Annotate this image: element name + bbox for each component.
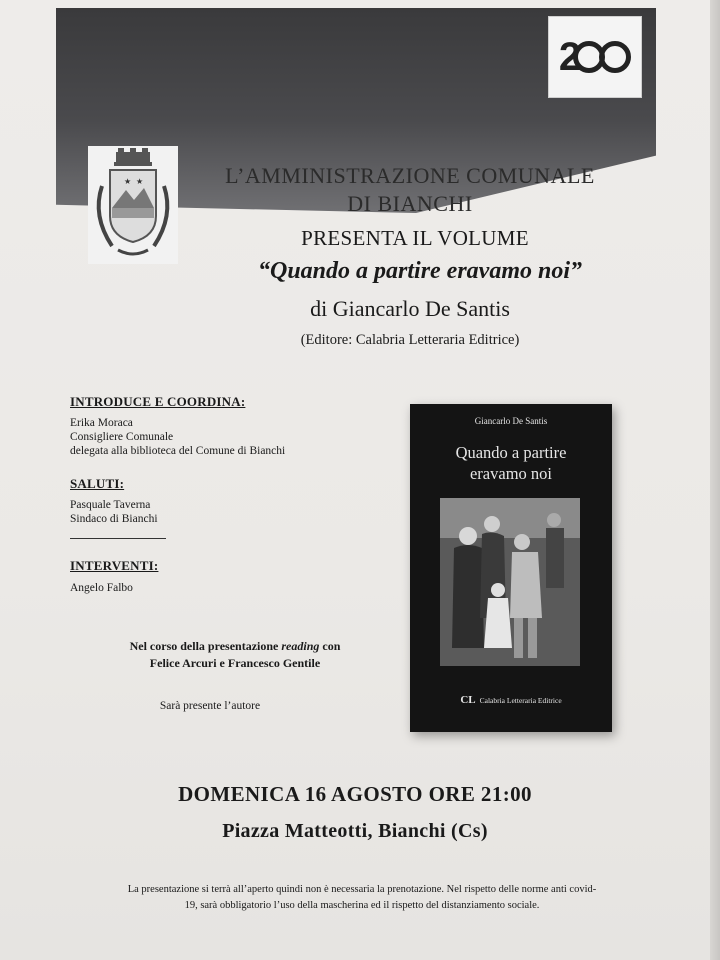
cover-family-photo (440, 498, 580, 666)
admin-line-1: L’AMMINISTRAZIONE COMUNALE (225, 163, 595, 188)
saluti-line: Pasquale Taverna (70, 499, 151, 511)
saluti-details (70, 498, 158, 526)
event-place: Piazza Matteotti, Bianchi (Cs) (222, 820, 488, 842)
cover-title (410, 442, 612, 484)
introduce-details (70, 416, 285, 458)
cover-author: Giancarlo De Santis (474, 416, 548, 426)
introduce-line: Erika Moraca (70, 417, 133, 429)
svg-text:★: ★ (136, 177, 144, 186)
cover-title-line-2: eravamo noi (469, 464, 552, 483)
note-line-1: La presentazione si terrà all’aperto quindi non è necessaria la prenotazione. Nel rispetto delle norme anti covid- (127, 884, 597, 895)
cover-title-line-1: Quando a partire (455, 443, 567, 462)
interventi-line: Angelo Falbo (70, 582, 133, 594)
book-title: “Quando a partire eravamo noi” (257, 258, 583, 284)
introduce-heading: INTRODUCE E COORDINA: (70, 394, 246, 409)
saluti-heading: SALUTI: (70, 476, 125, 491)
author-present-note: Sarà presente l’autore (159, 700, 261, 712)
cover-publisher (410, 694, 612, 706)
reading-word: reading (281, 639, 320, 653)
publisher-line: (Editore: Calabria Letteraria Editrice) (300, 332, 520, 348)
interventi-heading: INTERVENTI: (70, 558, 159, 573)
book-cover-image (410, 404, 612, 732)
reading-performers: Felice Arcuri e Francesco Gentile (149, 656, 321, 670)
note-line-2: 19, sarà obbligatorio l’uso della mascherina ed il rispetto del distanziamento sociale. (184, 900, 540, 911)
presents-heading: PRESENTA IL VOLUME (301, 226, 529, 250)
event-date: DOMENICA 16 AGOSTO ORE 21:00 (178, 782, 532, 806)
cover-publisher-name: Calabria Letteraria Editrice (479, 696, 562, 705)
interventi-details (70, 581, 133, 595)
anniversary-200-logo: 2 (548, 16, 642, 98)
poster-edge (710, 0, 720, 960)
author-line: di Giancarlo De Santis (310, 296, 510, 321)
svg-text:★: ★ (124, 177, 132, 186)
introduce-line: Consigliere Comunale (70, 431, 174, 443)
admin-line-2: DI BIANCHI (347, 191, 473, 216)
reading-note (70, 638, 400, 672)
reading-prefix: Nel corso della presentazione (129, 639, 282, 653)
covid-note (62, 882, 662, 914)
reading-suffix: con (319, 639, 341, 653)
organizer-title (190, 162, 630, 218)
divider (70, 538, 166, 539)
introduce-line: delegata alla biblioteca del Comune di Bianchi (70, 445, 286, 457)
publisher-logo: CL (460, 694, 476, 706)
saluti-line: Sindaco di Bianchi (70, 513, 158, 525)
